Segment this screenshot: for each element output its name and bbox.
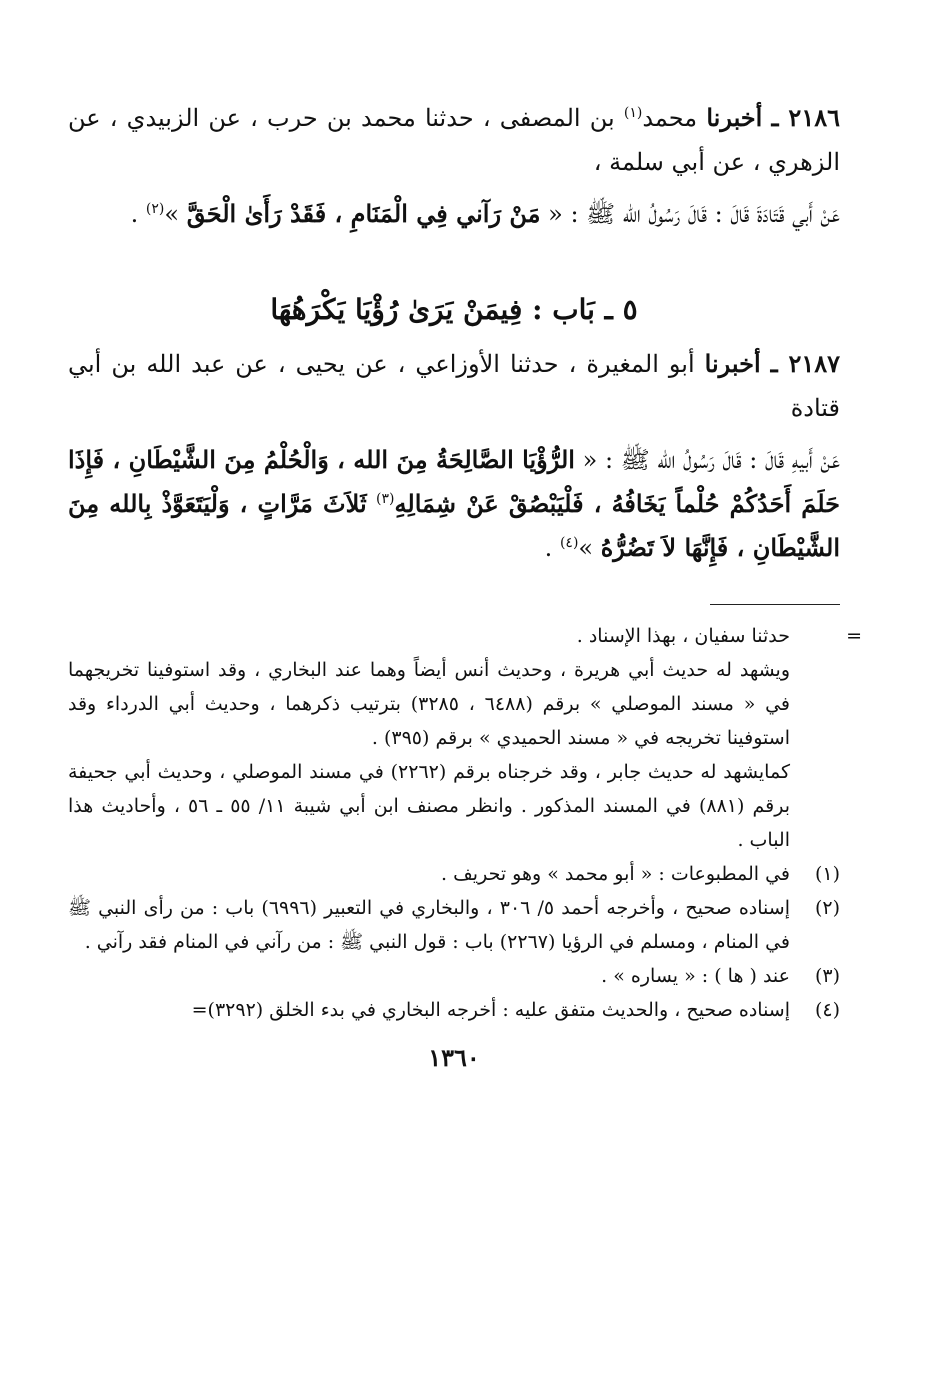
- matn-close-quote: »: [164, 200, 180, 228]
- hadith-number: ٢١٨٦ ـ: [771, 103, 840, 132]
- footnote-item: [68, 993, 840, 1027]
- footnote-divider: [710, 604, 840, 605]
- chapter-heading: [68, 288, 840, 332]
- matn-end: .: [544, 534, 560, 562]
- isnad-text: بن المصفى ، حدثنا محمد بن حرب ، عن الزبيدي ، عن الزهري ، عن أبي سلمة ،: [68, 104, 840, 176]
- footnote-ref: (١): [623, 105, 643, 121]
- footnote-text: إسناده صحيح ، والحديث متفق عليه : أخرجه البخاري في بدء الخلق (٣٢٩٢)=: [191, 999, 790, 1021]
- footnote-ref: (٣): [376, 491, 395, 507]
- footnote-text: إسناده صحيح ، وأخرجه أحمد ٥/ ٣٠٦ ، والبخاري في التعبير (٦٩٩٦) باب : من رأى النبي ﷺ في المنام ، ومسلم في الرؤيا (٢٢٦٧) باب : قول النبي ﷺ : من رآني في المنام فقد رآني .: [68, 897, 790, 953]
- footnote-mark: (٣): [814, 965, 840, 987]
- matn-text: الرُّؤْيَا الصَّالِحَةُ مِنَ الله ، وَالْحُلْمُ مِنَ الشَّيْطَانِ ، فَإِذَا حَلَمَ أَحَدُكُمْ حُلْماً يَخَافُهُ ، فَلْيَبْصُقْ عَنْ شِمَالِهِ: [68, 445, 840, 518]
- isnad-lead: أخبرنا: [704, 349, 761, 378]
- footnote-text: في المطبوعات : « أبو محمد » وهو تحريف .: [441, 863, 790, 885]
- footnote-line: كمايشهد له حديث جابر ، وقد خرجناه برقم (٢٢٦٢) في مسند الموصلي ، وحديث أبي جحيفة برقم (٨٨١) في المسند المذكور . وانظر مصنف ابن أبي شيبة ١١/ ٥٥ ـ ٥٦ ، وأحاديث هذا الباب .: [68, 761, 790, 851]
- hadith-number: ٢١٨٧ ـ: [770, 349, 840, 378]
- footnote-item: [68, 857, 840, 891]
- chapter-title: بَاب : فِيمَنْ يَرَىٰ رُؤْيَا يَكْرَهُهَا: [270, 293, 595, 326]
- continuation-mark: =: [846, 625, 862, 647]
- hadith-2186-isnad: [68, 96, 840, 184]
- isnad-lead: أخبرنا: [706, 103, 763, 132]
- footnote-continuation: [68, 619, 862, 857]
- hadith-2186-matn: [68, 192, 840, 236]
- matn-intro: عَنْ أَبيهِ قَالَ : قَالَ رَسُولُ الله ﷺ : «: [582, 446, 841, 474]
- footnote-text: عند ( ها ) : « يساره » .: [601, 965, 790, 987]
- matn-text: مَنْ رَآني فِي الْمَنَامِ ، فَقَدْ رَأَىٰ الْحَقَّ: [186, 199, 541, 228]
- footnote-mark: (١): [814, 863, 840, 885]
- footnotes: [68, 619, 862, 1027]
- footnote-ref: (٢): [145, 201, 165, 217]
- isnad-text: محمد: [642, 104, 698, 132]
- hadith-2187-isnad: [68, 342, 840, 430]
- matn-end: .: [130, 200, 146, 228]
- footnote-item: [68, 959, 840, 993]
- hadith-2187-matn: [68, 438, 840, 570]
- chapter-number: ٥ ـ: [604, 293, 638, 326]
- matn-intro: عَنْ أَبي قَتَادَةَ قَالَ : قَالَ رَسُولُ الله ﷺ : «: [548, 200, 840, 228]
- footnote-mark: (٤): [814, 999, 840, 1021]
- footnote-mark: (٢): [814, 897, 840, 919]
- footnote-line: حدثنا سفيان ، بهذا الإسناد .: [576, 625, 790, 647]
- isnad-text: أبو المغيرة ، حدثنا الأوزاعي ، عن يحيى ، عن عبد الله بن أبي قتادة: [68, 350, 840, 422]
- book-page: [68, 96, 862, 1356]
- footnote-ref: (٤): [559, 535, 579, 551]
- footnote-line: ويشهد له حديث أبي هريرة ، وحديث أنس أيضاً وهما عند البخاري ، وقد استوفينا تخريجهما في « مسند الموصلي » برقم (٦٤٨٨ ، ٣٢٨٥) بترتيب ذكرهما ، وحديث أبي الدرداء وقد استوفينا تخريجه في « مسند الحميدي » برقم (٣٩٥) .: [68, 659, 790, 749]
- matn-text: ثَلاَثَ مَرَّاتٍ ، وَلْيَتَعَوَّذْ بِالله مِنَ الشَّيْطَانِ ، فَإِنَّهَا لاَ تَضُرُّهُ: [68, 489, 840, 562]
- page-number: ١٣٦٠: [428, 1043, 480, 1072]
- matn-close-quote: »: [578, 534, 594, 562]
- footnote-item: [68, 891, 840, 959]
